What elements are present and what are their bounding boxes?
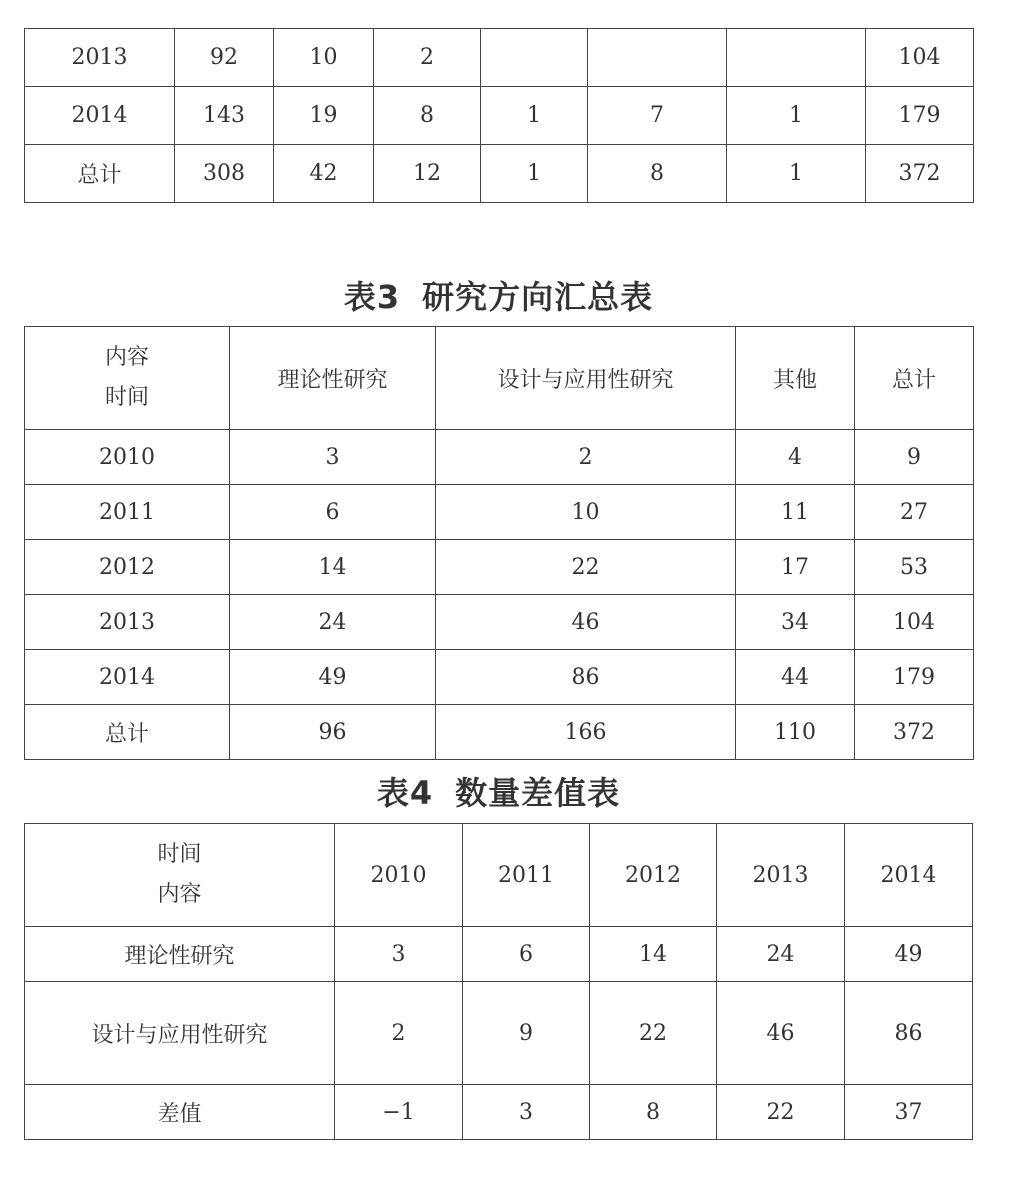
- table-4: [24, 823, 973, 1140]
- column-header: 设计与应用性研究: [436, 327, 736, 430]
- table-cell: 24: [230, 595, 436, 650]
- table-cell: 8: [374, 87, 481, 145]
- table-cell: 2012: [25, 540, 230, 595]
- table-cell: 46: [436, 595, 736, 650]
- table-row: [25, 485, 974, 540]
- column-header: 2014: [845, 824, 973, 927]
- table-cell: 1: [481, 145, 588, 203]
- table-cell: 179: [855, 650, 974, 705]
- table-cell: [588, 29, 727, 87]
- column-header: 2010: [335, 824, 463, 927]
- table-cell: 9: [855, 430, 974, 485]
- column-header: 2012: [590, 824, 717, 927]
- table-cell: 2: [374, 29, 481, 87]
- table-cell: 3: [463, 1085, 590, 1140]
- table-cell: 9: [463, 982, 590, 1085]
- table-cell: 12: [374, 145, 481, 203]
- column-header: 理论性研究: [230, 327, 436, 430]
- table-cell: 42: [274, 145, 374, 203]
- table-cell: [481, 29, 588, 87]
- table-row: [25, 650, 974, 705]
- column-header: 2013: [717, 824, 845, 927]
- table-row: [25, 430, 974, 485]
- table-cell: 4: [736, 430, 855, 485]
- table-row: [25, 595, 974, 650]
- column-header: 2011: [463, 824, 590, 927]
- table-row: [25, 29, 974, 87]
- table-cell: 86: [436, 650, 736, 705]
- table-cell: 11: [736, 485, 855, 540]
- table-cell: 49: [845, 927, 973, 982]
- table-cell: 总计: [25, 705, 230, 760]
- table-cell: 14: [230, 540, 436, 595]
- table-cell: 44: [736, 650, 855, 705]
- table-cell: 110: [736, 705, 855, 760]
- table-cell: 1: [727, 145, 866, 203]
- table-cell: 6: [463, 927, 590, 982]
- table-cell: 2013: [25, 29, 175, 87]
- table-row: [25, 982, 973, 1085]
- table-cell: 1: [727, 87, 866, 145]
- corner-header: [25, 327, 230, 430]
- table-cell: 2014: [25, 650, 230, 705]
- corner-bottom-label: 内容: [157, 882, 202, 907]
- table-cell: 差值: [25, 1085, 335, 1140]
- caption-text: 数量差值表: [455, 774, 621, 812]
- table-3-caption: [24, 272, 973, 318]
- table-cell: 总计: [25, 145, 175, 203]
- table-3: [24, 326, 974, 760]
- caption-text: 研究方向汇总表: [422, 278, 654, 316]
- table-row: [25, 1085, 973, 1140]
- table-cell: 372: [855, 705, 974, 760]
- table-cell: 8: [590, 1085, 717, 1140]
- table-cell: 7: [588, 87, 727, 145]
- table-cell: 8: [588, 145, 727, 203]
- table-header-row: [25, 327, 974, 430]
- table-cell: 143: [175, 87, 274, 145]
- table-cell: 49: [230, 650, 436, 705]
- table-cell: 96: [230, 705, 436, 760]
- table-cell: 53: [855, 540, 974, 595]
- table-cell: 104: [866, 29, 974, 87]
- table-cell: 6: [230, 485, 436, 540]
- table-cell: 104: [855, 595, 974, 650]
- table-cell: 2010: [25, 430, 230, 485]
- table-cell: −1: [335, 1085, 463, 1140]
- table-cell: 2: [335, 982, 463, 1085]
- table-cell: 2013: [25, 595, 230, 650]
- table-cell: 166: [436, 705, 736, 760]
- corner-bottom-label: 时间: [104, 385, 149, 410]
- table-cell: 设计与应用性研究: [25, 982, 335, 1085]
- table-row: [25, 927, 973, 982]
- table-cell: 10: [274, 29, 374, 87]
- table-cell: 1: [481, 87, 588, 145]
- table-4-caption: [24, 768, 973, 814]
- corner-top-label: 时间: [157, 842, 202, 867]
- table-cell: [727, 29, 866, 87]
- table-cell: 10: [436, 485, 736, 540]
- table-cell: 86: [845, 982, 973, 1085]
- table-cell: 理论性研究: [25, 927, 335, 982]
- table-cell: 372: [866, 145, 974, 203]
- table-cell: 17: [736, 540, 855, 595]
- table-cell: 2011: [25, 485, 230, 540]
- table-row: [25, 540, 974, 595]
- table-cell: 2: [436, 430, 736, 485]
- caption-number: 表3: [343, 278, 401, 316]
- table-cell: 308: [175, 145, 274, 203]
- column-header: 其他: [736, 327, 855, 430]
- table-cell: 46: [717, 982, 845, 1085]
- table-cell: 24: [717, 927, 845, 982]
- table-cell: 37: [845, 1085, 973, 1140]
- corner-top-label: 内容: [104, 345, 149, 370]
- table-cell: 22: [436, 540, 736, 595]
- table-cell: 22: [717, 1085, 845, 1140]
- column-header: 总计: [855, 327, 974, 430]
- table-cell: 27: [855, 485, 974, 540]
- corner-header: [25, 824, 335, 927]
- caption-number: 表4: [376, 774, 434, 812]
- table-cell: 19: [274, 87, 374, 145]
- table-cell: 2014: [25, 87, 175, 145]
- table-cell: 22: [590, 982, 717, 1085]
- table-row: [25, 87, 974, 145]
- table-row: [25, 145, 974, 203]
- table-2: [24, 28, 974, 203]
- table-cell: 92: [175, 29, 274, 87]
- table-header-row: [25, 824, 973, 927]
- table-cell: 3: [335, 927, 463, 982]
- table-cell: 14: [590, 927, 717, 982]
- table-cell: 179: [866, 87, 974, 145]
- table-row: [25, 705, 974, 760]
- table-cell: 34: [736, 595, 855, 650]
- table-cell: 3: [230, 430, 436, 485]
